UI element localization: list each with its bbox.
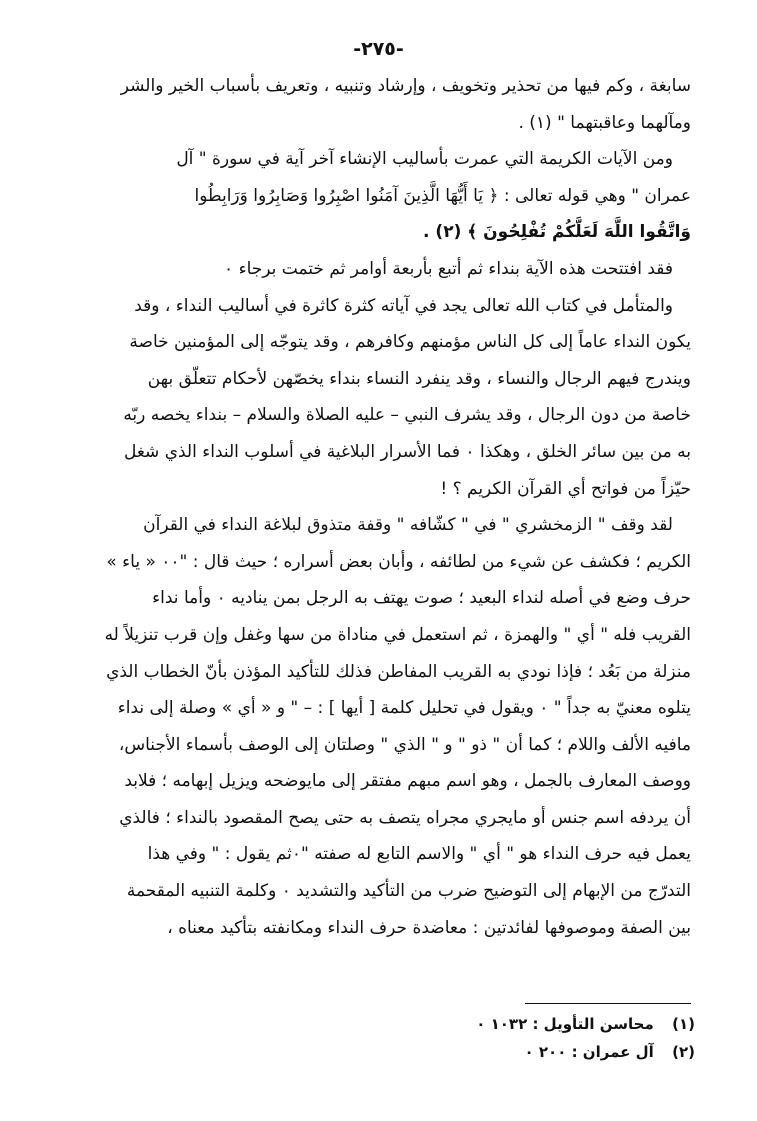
text-line: حرف وضع في أصله لنداء البعيد ؛ صوت يهتف به الرجل بمن يناديه ٠ وأما نداء bbox=[152, 588, 691, 609]
text-line: حيّزاً من فواتح أي القرآن الكريم ؟ ! bbox=[440, 478, 691, 499]
text-line: سابغة ، وكم فيها من تحذير وتخويف ، وإرشاد وتنبيه ، وتعريف بأسباب الخير والشر bbox=[120, 76, 691, 96]
text-line: ويندرج فيهم الرجال والنساء ، وقد ينفرد النساء بنداء يخصّهن لأحكام تتعلّق بهن bbox=[147, 368, 691, 389]
text-line: ومن الآيات الكريمة التي عمرت بأساليب الإنشاء آخر آية في سورة " آل bbox=[176, 149, 673, 170]
footnote-text: محاسن التأويل : ١٠٣٢ ٠ bbox=[476, 1015, 654, 1033]
text-line: ووصف المعارف بالجمل ، وهو اسم مبهم مفتقر إلى مايوضحه ويزيل إبهامه ؛ فلابد bbox=[124, 771, 691, 792]
footnote bbox=[430, 1010, 695, 1038]
text-line: القريب فله " أي " والهمزة ، ثم استعمل في مناداة من سها وغفل وإن قرب تنزيلاً له bbox=[104, 624, 691, 645]
text-line: منزلة من بَعُد ؛ فإذا نودي به القريب المفاطن فذلك للتأكيد المؤذن بأنّ الخطاب الذي bbox=[106, 661, 691, 682]
text-line: خاصة من دون الرجال ، وقد يشرف النبي – عليه الصلاة والسلام – بنداء يخصه ربّه bbox=[123, 405, 691, 426]
text-line: والمتأمل في كتاب الله تعالى يجد في آياته كثرة كاثرة في أساليب النداء ، وقد bbox=[134, 295, 673, 316]
footnote-text: آل عمران : ٢٠٠ ٠ bbox=[524, 1043, 654, 1061]
text-line: يعمل فيه حرف النداء هو " أي " والاسم التابع له صفته "٠ثم يقول : " وفي هذا bbox=[147, 844, 691, 865]
text-line: يكون النداء عاماً إلى كل الناس مؤمنهم وكافرهم ، وقد يتوجّه إلى المؤمنين خاصة bbox=[129, 332, 691, 353]
text-line: التدرّج من الإبهام إلى التوضيح ضرب من التأكيد والتشديد ٠ وكلمة التنبيه المقحمة bbox=[126, 881, 691, 902]
text-line: الكريم ؛ فكشف عن شيء من لطائفه ، وأبان بعض أسراره ؛ حيث قال : "٠٠ « ياء » bbox=[106, 551, 691, 572]
text-line: يتلوه معنيّ به جداً " ٠ ويقول في تحليل كلمة [ أيها ] : – " و « أي » وصلة إلى نداء bbox=[117, 698, 691, 719]
text-line: ومآلهما وعاقبتهما " (١) . bbox=[518, 112, 691, 133]
text-line: به من بين سائر الخلق ، وهكذا ٠ فما الأسرار البلاغية في أسلوب النداء الذي شغل bbox=[123, 441, 691, 462]
text-line: أن يردفه اسم جنس أو مايجري مجراه يتصف به حتى يصح المقصود بالنداء ؛ فالذي bbox=[119, 807, 691, 828]
quran-verse-line: وَاتَّقُوا اللَّهَ لَعَلَّكُمْ تُفْلِحُونَ ﴾ (٢) . bbox=[423, 222, 691, 243]
text-line: لقد وقف " الزمخشري " في " كشّافه " وقفة متذوق لبلاغة النداء في القرآن bbox=[143, 515, 673, 536]
text-line: مافيه الألف واللام ؛ كما أن " ذو " و " الذي " وصلتان إلى الوصف بأسماء الأجناس، bbox=[118, 734, 691, 755]
text-line: فقد افتتحت هذه الآية بنداء ثم أتبع بأربعة أوامر ثم ختمت برجاء ٠ bbox=[224, 258, 673, 279]
text-line: بين الصفة وموصوفها لفائدتين : معاضدة حرف النداء ومكانفته بتأكيد معناه ، bbox=[167, 917, 691, 938]
footnote-separator bbox=[525, 1003, 691, 1004]
body-text bbox=[76, 68, 691, 946]
footnotes bbox=[430, 1010, 695, 1066]
footnote-number: (٢) bbox=[672, 1043, 695, 1061]
footnote-number: (١) bbox=[672, 1015, 695, 1033]
text-line: عمران " وهي قوله تعالى : ﴿ يَا أَيُّهَا الَّذِينَ آمَنُوا اصْبِرُوا وَصَابِرُوا وَرَابِطُوا bbox=[194, 185, 691, 206]
footnote bbox=[430, 1038, 695, 1066]
page-number: -٢٧٥- bbox=[353, 38, 404, 60]
